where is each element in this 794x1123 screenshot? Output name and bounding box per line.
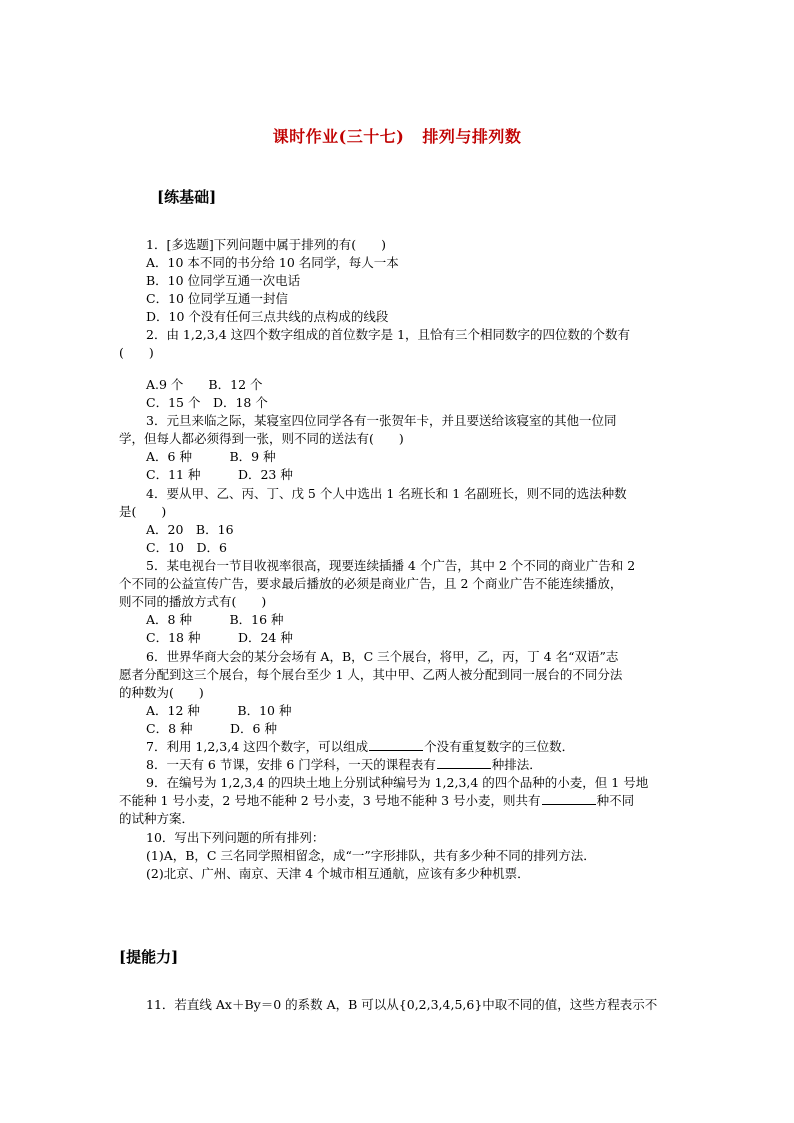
question-6-cont-2: 的种数为( ) — [119, 685, 204, 700]
question-3-options-cd: C．11 种 D．23 种 — [146, 467, 293, 482]
question-6: 6．世界华商大会的某分会场有 A，B，C 三个展台，将甲，乙，丙，丁 4 名“双语”志 — [146, 649, 619, 664]
question-7-text-b: 个没有重复数字的三位数． — [424, 739, 575, 754]
question-1-option-b: B．10 位同学互通一次电话 — [146, 273, 301, 288]
question-5-options-ab: A．8 种 B．16 种 — [146, 612, 284, 627]
question-1-option-a: A．10 本不同的书分给 10 名同学，每人一本 — [146, 255, 399, 270]
question-8-text-a: 8．一天有 6 节课，安排 6 门学科，一天的课程表有 — [146, 757, 436, 772]
question-2-options-cd: C．15 个 D．18 个 — [146, 395, 268, 410]
question-10-part-2: (2)北京、广州、南京、天津 4 个城市相互通航，应该有多少种机票． — [146, 866, 530, 881]
question-2: 2．由 1,2,3,4 这四个数字组成的首位数字是 1，且恰有三个相同数字的四位数的个数有 — [146, 327, 631, 342]
question-2-options-ab: A.9 个 B．12 个 — [146, 377, 263, 392]
answer-blank — [542, 792, 596, 805]
title-topic: 排列与排列数 — [422, 127, 522, 146]
page-title — [0, 124, 794, 147]
question-3: 3．元旦来临之际，某寝室四位同学各有一张贺年卡，并且要送给该寝室的其他一位同 — [146, 413, 617, 428]
section-heading-advanced: [提能力] — [119, 948, 179, 966]
question-4-options-ab: A．20 B．16 — [146, 522, 234, 537]
question-8 — [146, 756, 542, 774]
section-heading-basic: [练基础] — [157, 188, 217, 206]
answer-blank — [437, 756, 491, 769]
question-4: 4．要从甲、乙、丙、丁、戊 5 个人中选出 1 名班长和 1 名副班长，则不同的选法种数 — [146, 486, 627, 501]
title-main: 课时作业(三十七) — [272, 127, 405, 146]
question-10-part-1: (1)A，B，C 三名同学照相留念，成“一”字形排队，共有多少种不同的排列方法． — [146, 848, 596, 863]
question-9-cont-1 — [119, 792, 634, 810]
question-10: 10．写出下列问题的所有排列： — [146, 830, 325, 845]
question-1-option-c: C．10 位同学互通一封信 — [146, 291, 288, 306]
question-1: 1．[多选题]下列问题中属于排列的有( ) — [146, 237, 386, 252]
question-9-cont-2: 的试种方案． — [119, 811, 195, 826]
question-9-text-a: 不能种 1 号小麦，2 号地不能种 2 号小麦，3 号地不能种 3 号小麦，则共有 — [119, 793, 541, 808]
question-6-options-ab: A．12 种 B．10 种 — [146, 703, 292, 718]
question-6-cont-1: 愿者分配到这三个展台，每个展台至少 1 人，其中甲、乙两人被分配到同一展台的不同分法 — [119, 667, 623, 682]
question-9-text-b: 种不同 — [596, 793, 635, 808]
question-5: 5．某电视台一节目收视率很高，现要连续插播 4 个广告，其中 2 个不同的商业广告和 2 — [146, 558, 636, 573]
question-4-options-cd: C．10 D．6 — [146, 540, 227, 555]
question-5-cont-1: 个不同的公益宣传广告，要求最后播放的必须是商业广告，且 2 个商业广告不能连续播放， — [119, 576, 623, 591]
question-2-cont: ( ) — [119, 345, 154, 360]
question-3-options-ab: A．6 种 B．9 种 — [146, 449, 276, 464]
question-8-text-b: 种排法． — [491, 757, 542, 772]
question-3-cont: 学，但每人都必须得到一张，则不同的送法有( ) — [119, 431, 404, 446]
question-9: 9．在编号为 1,2,3,4 的四块土地上分别试种编号为 1,2,3,4 的四个品种的小麦，但 1 号地 — [146, 775, 649, 790]
question-7-text-a: 7．利用 1,2,3,4 这四个数字，可以组成 — [146, 739, 369, 754]
question-5-options-cd: C．18 种 D．24 种 — [146, 630, 293, 645]
question-11: 11．若直线 Ax＋By＝0 的系数 A，B 可以从{0,2,3,4,5,6}中取不同的值，这些方程表示不 — [146, 997, 658, 1012]
question-5-cont-2: 则不同的播放方式有( ) — [119, 594, 267, 609]
question-1-option-d: D．10 个没有任何三点共线的点构成的线段 — [146, 309, 389, 324]
answer-blank — [369, 738, 423, 751]
question-4-cont: 是( ) — [119, 504, 167, 519]
question-6-options-cd: C．8 种 D．6 种 — [146, 721, 277, 736]
question-7 — [146, 738, 574, 756]
